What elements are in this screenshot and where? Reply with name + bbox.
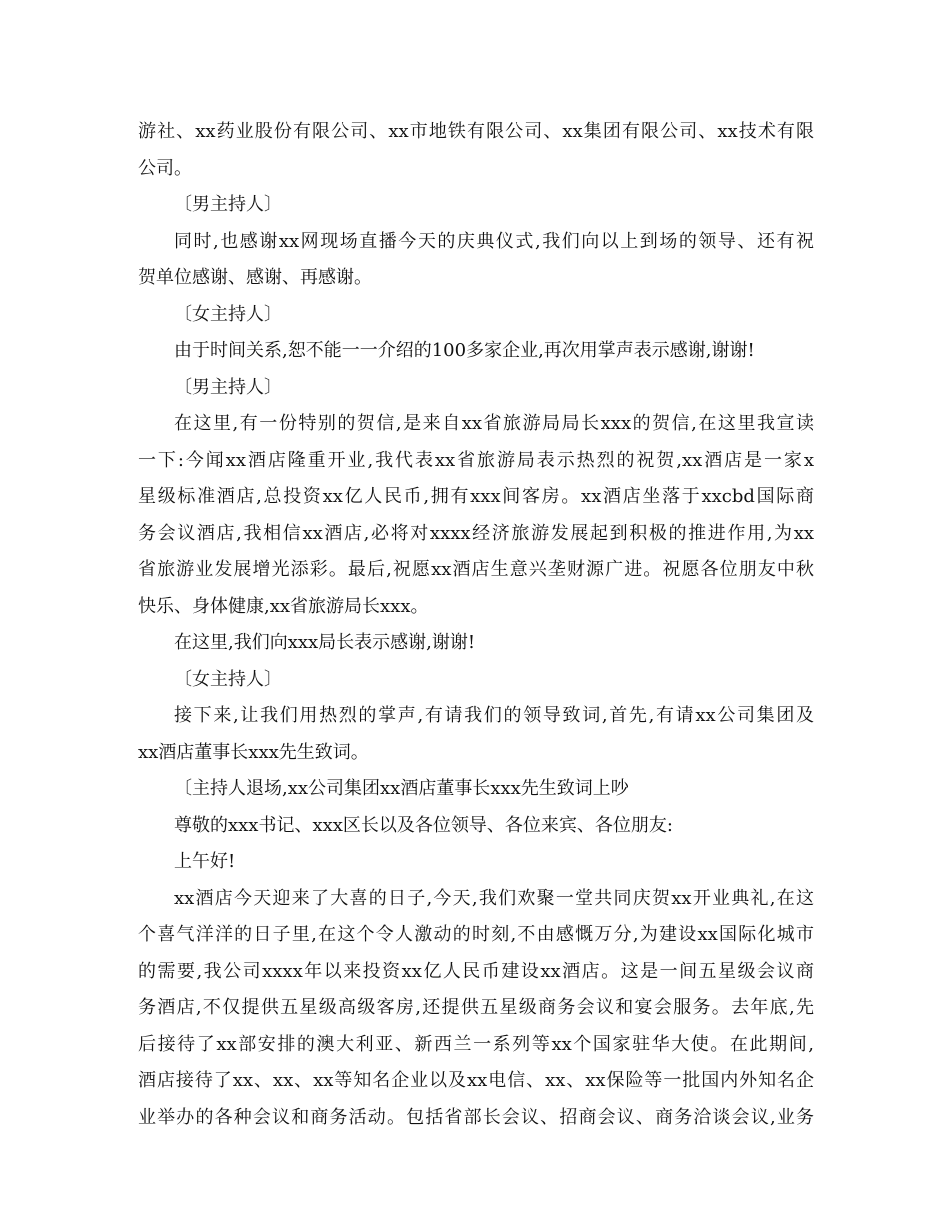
text-line: 省旅游业发展增光添彩。最后,祝愿xx酒店生意兴垄财源广进。祝愿各位朋友中秋 [138, 559, 814, 580]
greeting: 上午好! [174, 851, 236, 872]
speaker-label: 〔男主持人〕 [174, 376, 282, 398]
text-line: 务会议酒店,我相信xx酒店,必将对xxxx经济旅游发展起到积极的推进作用,为xx [138, 522, 814, 544]
text-line: 快乐、身体健康,xx省旅游局长xxx。 [138, 595, 429, 617]
text-line: 同时,也感谢xx网现场直播今天的庆典仪式,我们向以上到场的领导、还有祝 [174, 230, 814, 252]
text-line: 由于时间关系,恕不能一一介绍的100多家企业,再次用掌声表示感谢,谢谢! [174, 340, 755, 361]
speaker-label: 〔男主持人〕 [174, 194, 282, 215]
text-line: 公司。 [138, 157, 192, 179]
text-line: 在这里,有一份特别的贺信,是来自xx省旅游局局长xxx的贺信,在这里我宣读 [174, 413, 814, 434]
text-line: 务酒店,不仅提供五星级高级客房,还提供五星级商务会议和宴会服务。去年底,先 [138, 997, 814, 1018]
text-line: 接下来,让我们用热烈的掌声,有请我们的领导致词,首先,有请xx公司集团及 [174, 705, 814, 726]
text-line: 后接待了xx部安排的澳大利亚、新西兰一系列等xx个国家驻华大使。在此期间, [138, 1033, 814, 1055]
speaker-label: 〔女主持人〕 [174, 303, 282, 325]
text-line: 的需要,我公司xxxx年以来投资xx亿人民币建设xx酒店。这是一间五星级会议商 [138, 960, 814, 982]
text-line: xx酒店董事长xxx先生致词。 [138, 741, 369, 763]
text-line: 游社、xx药业股份有限公司、xx市地铁有限公司、xx集团有限公司、xx技术有限 [138, 121, 814, 142]
text-line: 一下:今闻xx酒店隆重开业,我代表xx省旅游局表示热烈的祝贺,xx酒店是一家x [138, 449, 814, 471]
text-line: 在这里,我们向xxx局长表示感谢,谢谢! [174, 632, 476, 653]
text-line: 贺单位感谢、感谢、再感谢。 [138, 267, 372, 288]
salutation: 尊敬的xxx书记、xxx区长以及各位领导、各位来宾、各位朋友: [174, 814, 673, 836]
text-line: 业举办的各种会议和商务活动。包括省部长会议、招商会议、商务洽谈会议,业务 [138, 1106, 814, 1128]
text-line: xx酒店今天迎来了大喜的日子,今天,我们欢聚一堂共同庆贺xx开业典礼,在这 [174, 887, 814, 909]
text-line: 个喜气洋洋的日子里,在这个令人激动的时刻,不由感慨万分,为建设xx国际化城市 [138, 924, 814, 945]
document-body [138, 114, 814, 1136]
speaker-label: 〔女主持人〕 [174, 668, 282, 690]
stage-direction: 〔主持人退场,xx公司集团xx酒店董事长xxx先生致词上吵 [174, 778, 629, 799]
text-line: 星级标准酒店,总投资xx亿人民币,拥有xxx间客房。xx酒店坐落于xxcbd国际商 [138, 486, 814, 507]
text-line: 酒店接待了xx、xx、xx等知名企业以及xx电信、xx、xx保险等一批国内外知名企 [138, 1070, 814, 1091]
